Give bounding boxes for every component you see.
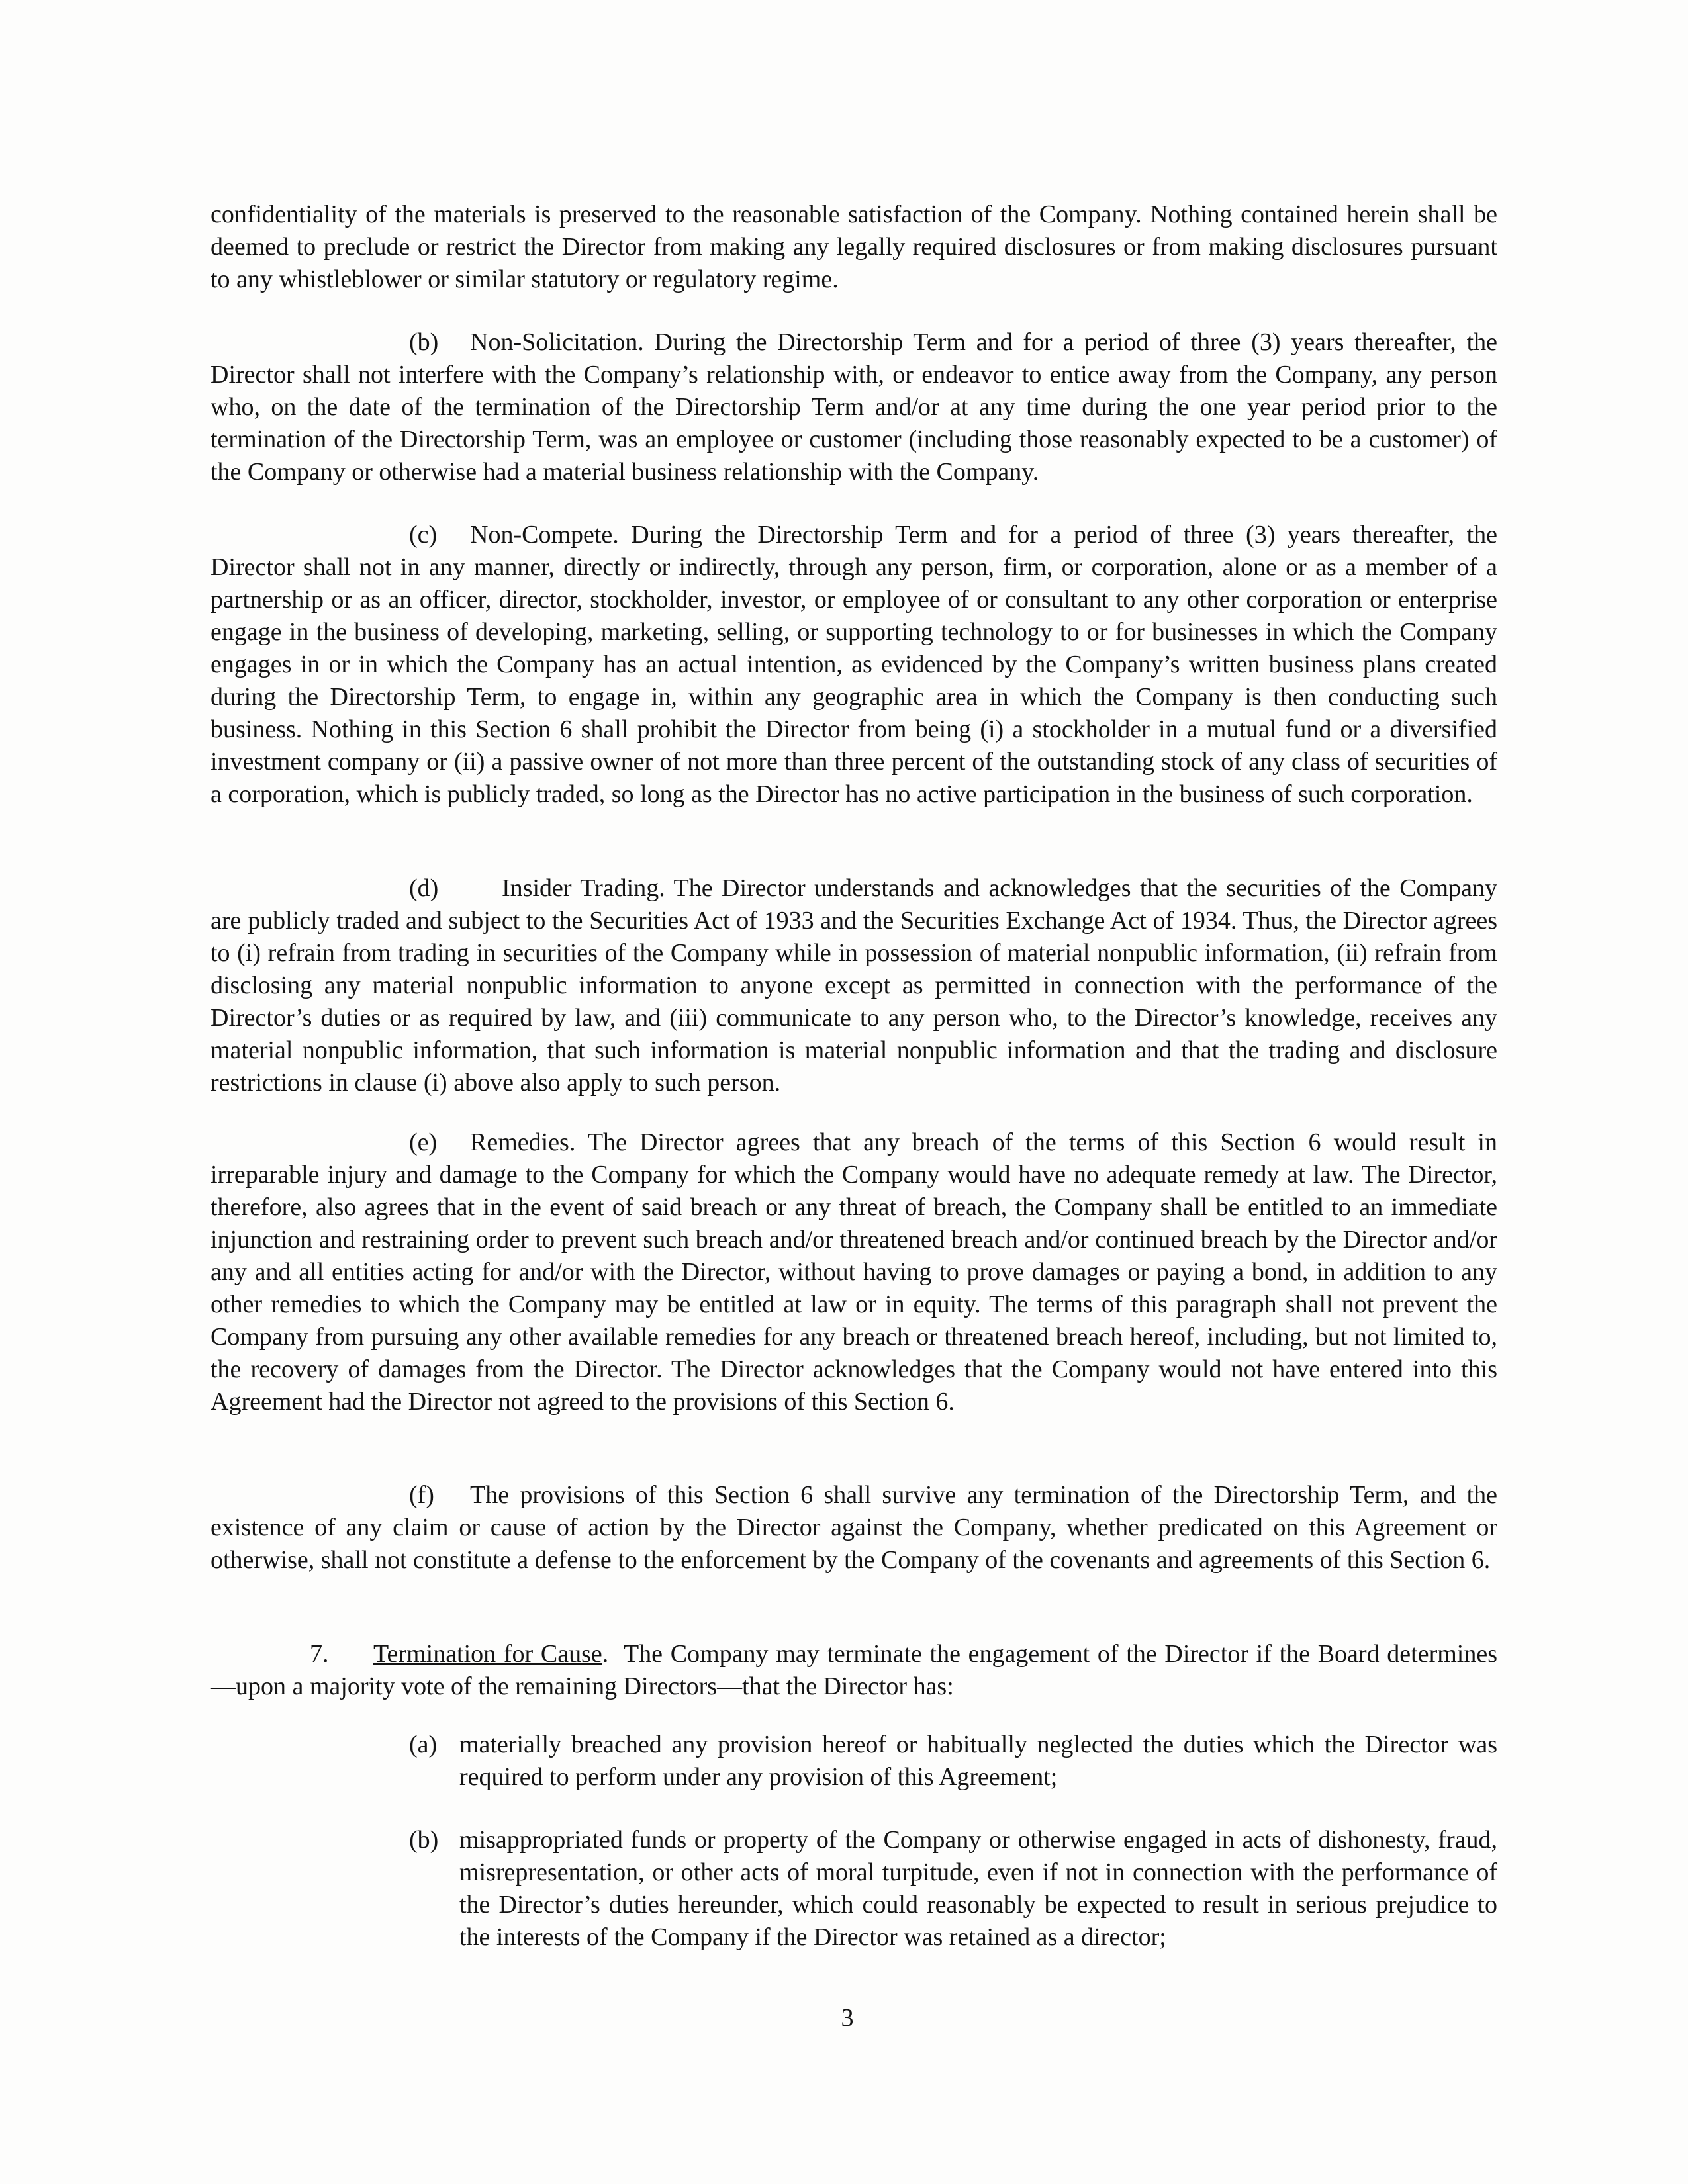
paragraph-text: The provisions of this Section 6 shall survive any termination of the Directorship Term, and the existence of any claim or cause of action by the Director against the Company, whether predicated on this Agreement or otherwise, shall not constitute a defense to the enforcement by the Company of the covenants and agreements of this Section 6. (211, 1481, 1497, 1574)
paragraph-non-compete (211, 519, 1497, 811)
paragraph-insider-trading (211, 872, 1497, 1099)
paragraph-remedies (211, 1126, 1497, 1418)
section-number: 7. (310, 1640, 329, 1668)
paragraph-marker: (c) (409, 521, 438, 549)
list-item-marker: (b) (409, 1826, 439, 1854)
paragraph-marker: (d) (409, 874, 439, 902)
list-item-text: misappropriated funds or property of the Company or otherwise engaged in acts of dishonesty, fraud, misrepresentation, or other acts of moral turpitude, even if not in connection with the performance of the Director’s duties hereunder, which could reasonably be expected to result in serious prejudice to the interests of the Company if the Director was retained as a director; (459, 1826, 1497, 1951)
continuation-paragraph: confidentiality of the materials is preserved to the reasonable satisfaction of the Company. Nothing contained herein shall be deemed to preclude or restrict the Director from making any legally required disclosures or from making disclosures pursuant to any whistleblower or similar statutory or regulatory regime. (211, 201, 1497, 293)
list-item-text: materially breached any provision hereof or habitually neglected the duties which the Director was required to perform under any provision of this Agreement; (459, 1731, 1497, 1791)
paragraph-text: Remedies. The Director agrees that any breach of the terms of this Section 6 would result in irreparable injury and damage to the Company for which the Company would have no adequate remedy at law. The Director, therefore, also agrees that in the event of said breach or any threat of breach, the Company shall be entitled to an immediate injunction and restraining order to prevent such breach and/or threatened breach and/or continued breach by the Director and/or any and all entities acting for and/or with the Director, without having to prove damages or paying a bond, in addition to any other remedies to which the Company may be entitled at law or in equity. The terms of this paragraph shall not prevent the Company from pursuing any other available remedies for any breach or threatened breach hereof, including, but not limited to, the recovery of damages from the Director. The Director acknowledges that the Company would not have entered into this Agreement had the Director not agreed to the provisions of this Section 6. (211, 1128, 1497, 1416)
paragraph-marker: (f) (409, 1481, 434, 1509)
page-number: 3 (841, 2004, 854, 2032)
paragraph-marker: (b) (409, 328, 439, 356)
section-text: The Company may terminate the engagement of the Director if the Board determines—upon a majority vote of the remaining Directors—that the Director has: (211, 1640, 1497, 1700)
paragraph-survival (211, 1479, 1497, 1576)
paragraph-marker: (e) (409, 1128, 438, 1156)
paragraph-text: Insider Trading. The Director understands and acknowledges that the securities of the Company are publicly traded and subject to the Securities Act of 1933 and the Securities Exchange Act of 1934. Thus, the Director agrees to (i) refrain from trading in securities of the Company while in possession of material nonpublic information, (ii) refrain from disclosing any material nonpublic information to anyone except as permitted in connection with the performance of the Director’s duties or as required by law, and (iii) communicate to any person who, to the Director’s knowledge, receives any material nonpublic information, that such information is material nonpublic information and that the trading and disclosure restrictions in clause (i) above also apply to such person. (211, 874, 1497, 1097)
paragraph-text: Non-Compete. During the Directorship Term and for a period of three (3) years thereafter, the Director shall not in any manner, directly or indirectly, through any person, firm, or corporation, alone or as a member of a partnership or as an officer, director, stockholder, investor, or employee of or consultant to any other corporation or enterprise engage in the business of developing, marketing, selling, or supporting technology to or for businesses in which the Company engages in or in which the Company has an actual intention, as evidenced by the Company’s written business plans created during the Directorship Term, to engage in, within any geographic area in which the Company is then conducting such business. Nothing in this Section 6 shall prohibit the Director from being (i) a stockholder in a mutual fund or a diversified investment company or (ii) a passive owner of not more than three percent of the outstanding stock of any class of securities of a corporation, which is publicly traded, so long as the Director has no active participation in the business of such corporation. (211, 521, 1497, 808)
section-7-paragraph (211, 1638, 1497, 1703)
list-item-marker: (a) (409, 1731, 438, 1758)
paragraph-non-solicitation (211, 326, 1497, 488)
section-heading-period: . (602, 1640, 609, 1668)
section-heading: Termination for Cause (373, 1640, 602, 1668)
paragraph-text: Non-Solicitation. During the Directorship Term and for a period of three (3) years thereafter, the Director shall not interfere with the Company’s relationship with, or endeavor to entice away from the Company, any person who, on the date of the termination of the Directorship Term and/or at any time during the one year period prior to the termination of the Directorship Term, was an employee or customer (including those reasonably expected to be a customer) of the Company or otherwise had a material business relationship with the Company. (211, 328, 1497, 486)
